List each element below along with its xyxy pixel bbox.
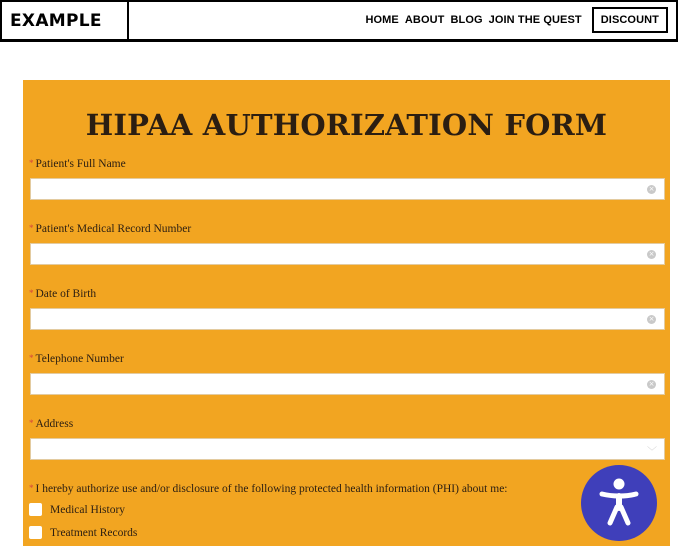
top-navigation-bar <box>0 0 678 42</box>
telephone-label-text: Telephone Number <box>35 353 124 365</box>
discount-button[interactable]: DISCOUNT <box>592 7 668 33</box>
medical-history-option[interactable] <box>29 503 125 516</box>
required-asterisk: * <box>29 418 34 428</box>
accessibility-button[interactable] <box>581 465 657 541</box>
required-asterisk: * <box>29 288 34 298</box>
medical-record-input[interactable] <box>30 243 665 265</box>
date-of-birth-input[interactable] <box>30 308 665 330</box>
medical-record-label <box>29 223 191 235</box>
hipaa-form <box>23 80 670 546</box>
nav-home[interactable]: HOME <box>365 14 399 26</box>
nav-blog[interactable]: BLOG <box>450 14 483 26</box>
required-asterisk: * <box>29 158 34 168</box>
full-name-input[interactable] <box>30 178 665 200</box>
accessibility-icon <box>597 477 641 529</box>
authorization-label-text: I hereby authorize use and/or disclosure of the following protected health information (PHI) about me: <box>35 483 508 495</box>
clear-icon[interactable]: × <box>648 380 655 388</box>
nav-about[interactable]: ABOUT <box>404 14 445 26</box>
telephone-input[interactable] <box>30 373 665 395</box>
required-asterisk: * <box>29 353 34 363</box>
clear-icon[interactable]: × <box>648 250 655 258</box>
form-title: HIPAA AUTHORIZATION FORM <box>85 108 608 142</box>
authorization-label <box>29 483 508 495</box>
main-nav <box>359 5 668 35</box>
clear-icon[interactable]: × <box>648 185 655 193</box>
treatment-records-option[interactable] <box>29 526 137 539</box>
clear-icon[interactable]: × <box>648 315 655 323</box>
treatment-records-label: Treatment Records <box>50 526 138 539</box>
address-label <box>29 418 73 430</box>
nav-join-the-quest[interactable]: JOIN THE QUEST <box>488 14 582 26</box>
medical-history-checkbox[interactable] <box>29 503 42 516</box>
address-select[interactable] <box>30 438 665 460</box>
required-asterisk: * <box>29 483 34 493</box>
medical-history-label: Medical History <box>50 503 126 516</box>
treatment-records-checkbox[interactable] <box>29 526 42 539</box>
required-asterisk: * <box>29 223 34 233</box>
address-label-text: Address <box>35 418 74 430</box>
site-logo[interactable]: EXAMPLE <box>2 2 129 39</box>
telephone-label <box>29 353 124 365</box>
date-of-birth-label-text: Date of Birth <box>35 288 97 300</box>
chevron-down-icon[interactable]: ﹀ <box>647 447 657 458</box>
date-of-birth-label <box>29 288 96 300</box>
medical-record-label-text: Patient's Medical Record Number <box>35 223 192 235</box>
full-name-label-text: Patient's Full Name <box>35 158 126 170</box>
full-name-label <box>29 158 126 170</box>
